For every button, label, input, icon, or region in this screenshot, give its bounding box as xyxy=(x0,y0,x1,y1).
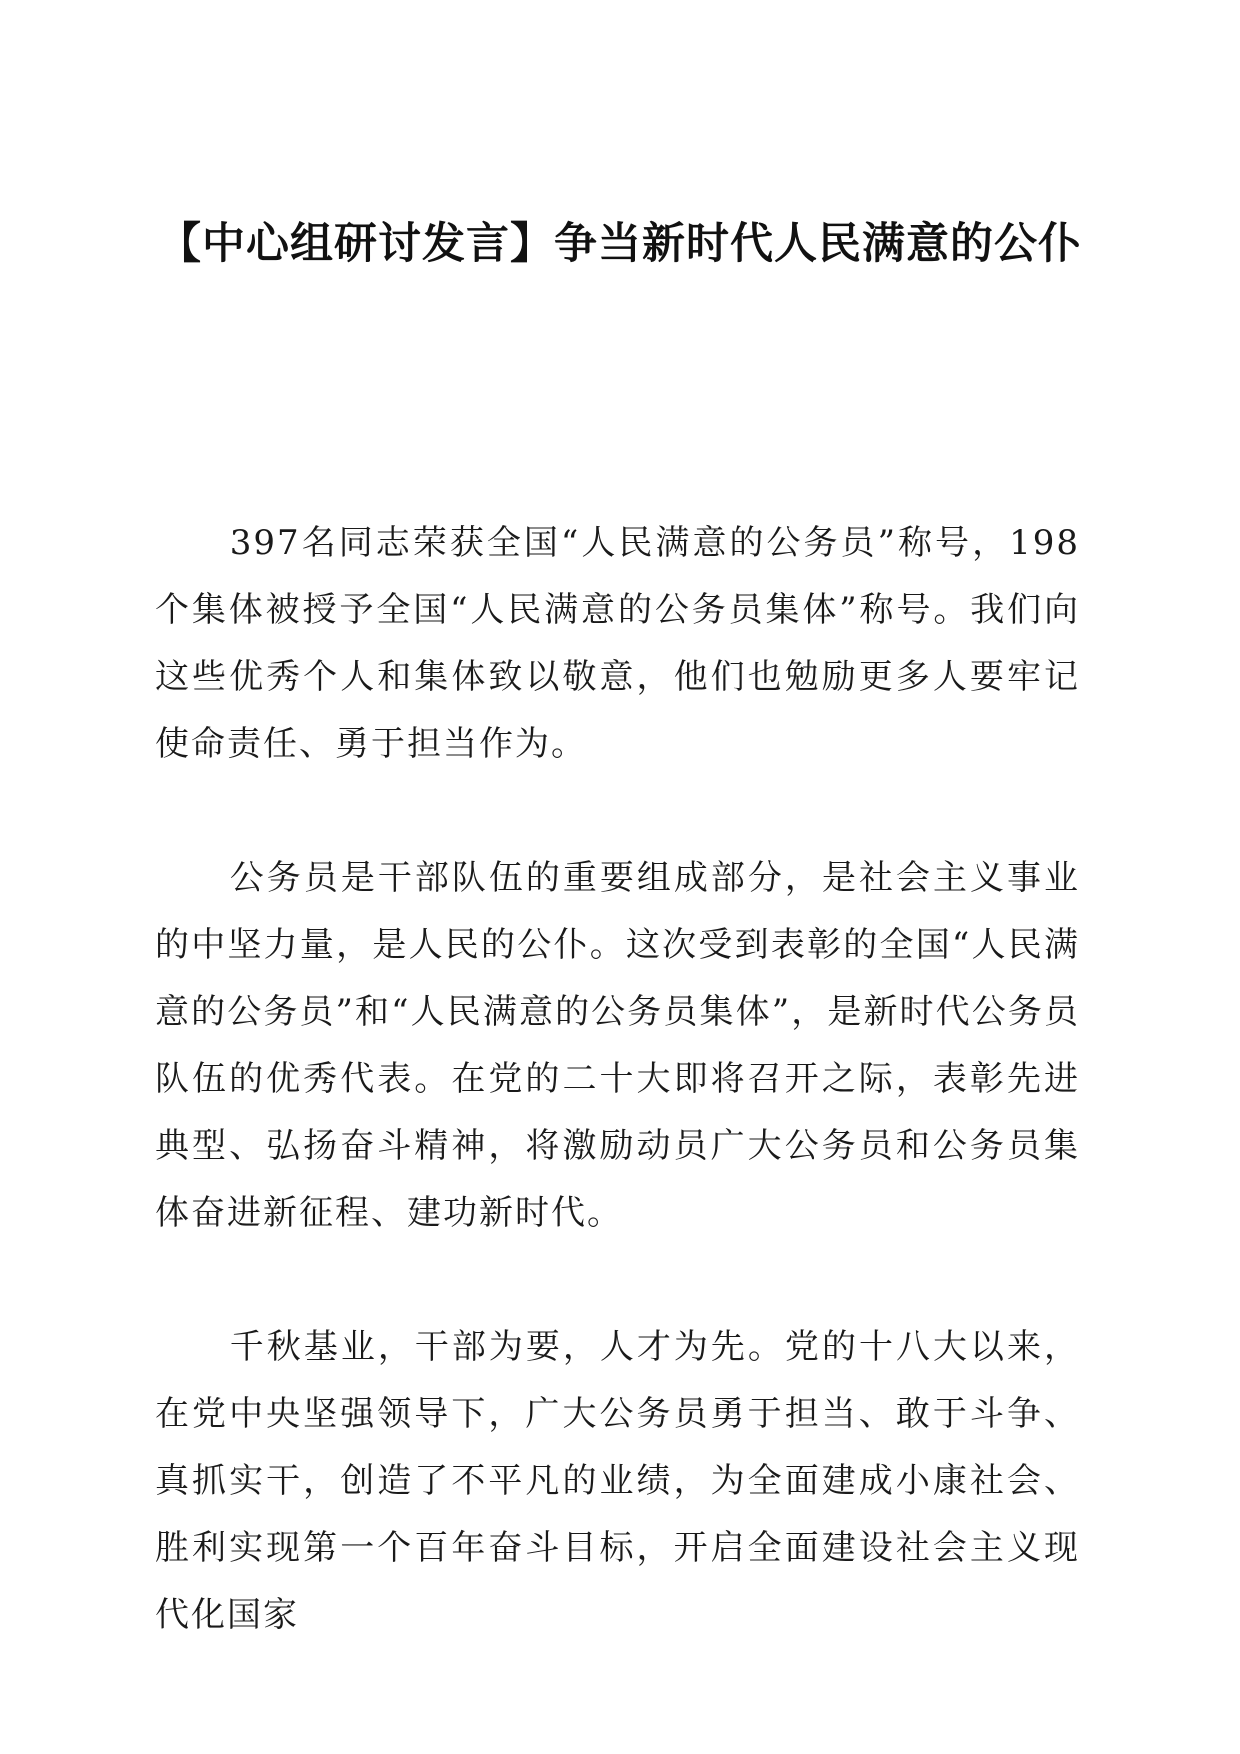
document-title: 【中心组研讨发言】争当新时代人民满意的公仆 xyxy=(158,219,1082,269)
paragraph: 千秋基业，干部为要，人才为先。党的十八大以来，在党中央坚强领导下，广大公务员勇于担当、敢于斗争、真抓实干，创造了不平凡的业绩，为全面建成小康社会、胜利实现第一个百年奋斗目标，开启全面建设社会主义现代化国家 xyxy=(155,1327,1080,1635)
paragraph: 公务员是干部队伍的重要组成部分，是社会主义事业的中坚力量，是人民的公仆。这次受到表彰的全国“人民满意的公务员”和“人民满意的公务员集体”，是新时代公务员队伍的优秀代表。在党的二十大即将召开之际，表彰先进典型、弘扬奋斗精神，将激励动员广大公务员和公务员集体奋进新征程、建功新时代。 xyxy=(155,858,1080,1233)
paragraph: 397名同志荣获全国“人民满意的公务员”称号，198个集体被授予全国“人民满意的公务员集体”称号。我们向这些优秀个人和集体致以敬意，他们也勉励更多人要牢记使命责任、勇于担当作为。 xyxy=(155,523,1080,764)
document-body xyxy=(155,510,1080,1649)
